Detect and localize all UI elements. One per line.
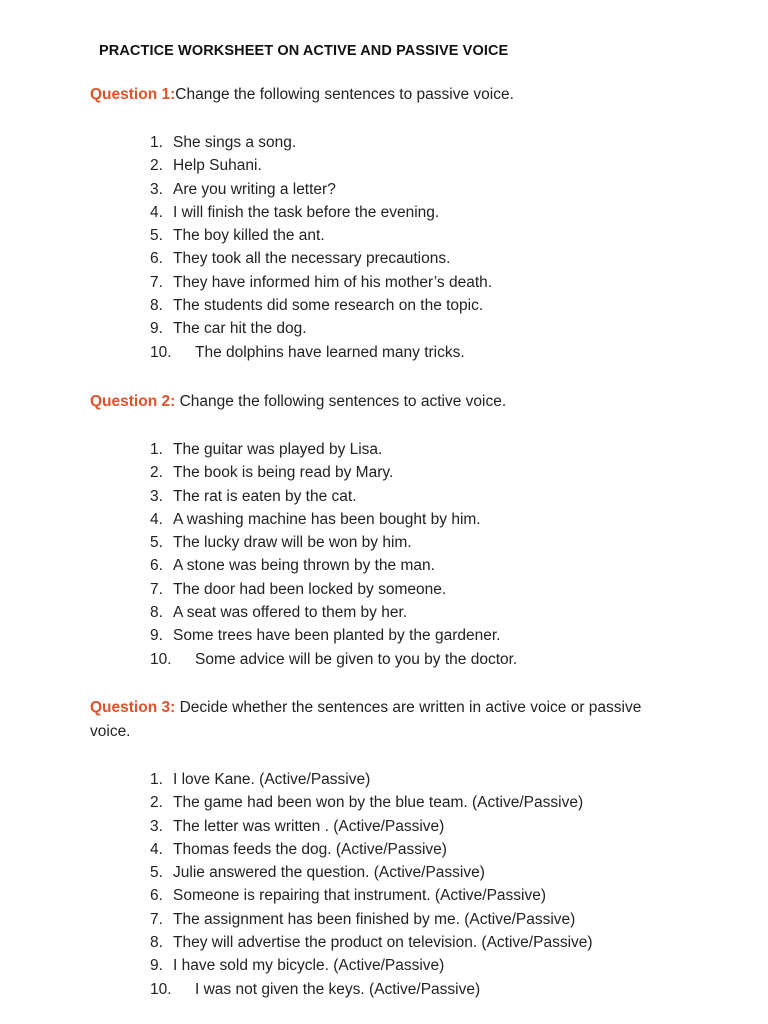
question-1-prompt: Change the following sentences to passive voice. xyxy=(175,86,514,103)
question-3-heading xyxy=(90,696,680,744)
item-text: They will advertise the product on television. (Active/Passive) xyxy=(173,934,593,952)
question-1-list xyxy=(150,131,492,364)
question-2-prompt: Change the following sentences to active voice. xyxy=(175,393,507,410)
list-item xyxy=(150,131,492,154)
item-text: The assignment has been finished by me. (Active/Passive) xyxy=(173,910,576,928)
item-text: Help Suhani. xyxy=(173,157,262,175)
item-number: 5. xyxy=(150,227,163,245)
list-item xyxy=(150,908,593,931)
item-number: 8. xyxy=(150,604,163,622)
item-text: The boy killed the ant. xyxy=(173,227,325,245)
item-text: She sings a song. xyxy=(173,134,297,151)
item-text: Someone is repairing that instrument. (Active/Passive) xyxy=(173,887,547,905)
list-item xyxy=(150,578,517,601)
item-number: 5. xyxy=(150,534,163,552)
item-text: They took all the necessary precautions. xyxy=(173,250,451,268)
item-number: 9. xyxy=(150,627,163,645)
question-2-label: Question 2: xyxy=(90,393,176,410)
item-text: I will finish the task before the evening. xyxy=(173,203,440,221)
list-item xyxy=(150,768,593,791)
list-item xyxy=(150,485,517,508)
item-number: 7. xyxy=(150,273,163,291)
item-text: I love Kane. (Active/Passive) xyxy=(173,771,371,788)
item-number: 1. xyxy=(150,441,163,458)
item-number: 3. xyxy=(150,487,163,505)
list-item xyxy=(150,648,517,671)
item-text: Are you writing a letter? xyxy=(173,180,336,198)
item-text: Julie answered the question. (Active/Passive) xyxy=(173,864,485,882)
item-text: The rat is eaten by the cat. xyxy=(173,487,357,505)
list-item xyxy=(150,438,517,461)
item-number: 6. xyxy=(150,887,163,905)
item-number: 8. xyxy=(150,934,163,952)
item-number: 7. xyxy=(150,910,163,928)
list-item xyxy=(150,978,593,1001)
list-item xyxy=(150,154,492,177)
question-3-label: Question 3: xyxy=(90,699,176,716)
list-item xyxy=(150,508,517,531)
question-2-heading xyxy=(90,390,680,414)
list-item xyxy=(150,554,517,577)
list-item xyxy=(150,461,517,484)
list-item xyxy=(150,271,492,294)
page-title: PRACTICE WORKSHEET ON ACTIVE AND PASSIVE VOICE xyxy=(99,43,509,59)
item-text: A seat was offered to them by her. xyxy=(173,604,408,622)
item-text: Thomas feeds the dog. (Active/Passive) xyxy=(173,840,447,858)
list-item xyxy=(150,224,492,247)
item-text: The students did some research on the topic. xyxy=(173,297,484,315)
question-2-list xyxy=(150,438,517,671)
item-text: The dolphins have learned many tricks. xyxy=(195,343,465,361)
item-number: 6. xyxy=(150,557,163,575)
list-item xyxy=(150,884,593,907)
item-text: The guitar was played by Lisa. xyxy=(173,441,383,458)
item-number: 10. xyxy=(150,980,172,998)
question-3-list xyxy=(150,768,593,1001)
item-number: 9. xyxy=(150,320,163,338)
item-text: A stone was being thrown by the man. xyxy=(173,557,435,575)
list-item xyxy=(150,791,593,814)
item-text: Some advice will be given to you by the doctor. xyxy=(195,650,518,668)
item-number: 5. xyxy=(150,864,163,882)
item-number: 1. xyxy=(150,771,163,788)
item-number: 10. xyxy=(150,343,172,361)
item-text: I have sold my bicycle. (Active/Passive) xyxy=(173,957,445,975)
item-text: The door had been locked by someone. xyxy=(173,580,447,598)
item-number: 4. xyxy=(150,840,163,858)
item-number: 3. xyxy=(150,817,163,835)
item-number: 6. xyxy=(150,250,163,268)
list-item xyxy=(150,838,593,861)
list-item xyxy=(150,954,593,977)
question-3-prompt: Decide whether the sentences are written in active voice or passive voice. xyxy=(90,699,642,740)
list-item xyxy=(150,201,492,224)
list-item xyxy=(150,601,517,624)
item-text: The car hit the dog. xyxy=(173,320,307,338)
item-number: 2. xyxy=(150,794,163,812)
item-text: A washing machine has been bought by him. xyxy=(173,510,481,528)
item-number: 7. xyxy=(150,580,163,598)
list-item xyxy=(150,341,492,364)
question-1-label: Question 1: xyxy=(90,86,176,103)
question-1-heading xyxy=(90,83,680,107)
item-number: 2. xyxy=(150,157,163,175)
item-text: The lucky draw will be won by him. xyxy=(173,534,412,552)
list-item xyxy=(150,317,492,340)
list-item xyxy=(150,861,593,884)
item-number: 4. xyxy=(150,203,163,221)
list-item xyxy=(150,815,593,838)
item-text: The book is being read by Mary. xyxy=(173,464,394,482)
item-number: 9. xyxy=(150,957,163,975)
item-number: 2. xyxy=(150,464,163,482)
item-text: The game had been won by the blue team. (Active/Passive) xyxy=(173,794,584,812)
item-text: Some trees have been planted by the gardener. xyxy=(173,627,501,645)
item-number: 1. xyxy=(150,134,163,151)
item-number: 10. xyxy=(150,650,172,668)
list-item xyxy=(150,294,492,317)
list-item xyxy=(150,247,492,270)
item-text: I was not given the keys. (Active/Passive) xyxy=(195,980,481,998)
list-item xyxy=(150,931,593,954)
item-text: The letter was written . (Active/Passive) xyxy=(173,817,445,835)
item-text: They have informed him of his mother’s death. xyxy=(173,273,493,291)
list-item xyxy=(150,531,517,554)
item-number: 4. xyxy=(150,510,163,528)
list-item xyxy=(150,624,517,647)
list-item xyxy=(150,178,492,201)
item-number: 8. xyxy=(150,297,163,315)
item-number: 3. xyxy=(150,180,163,198)
